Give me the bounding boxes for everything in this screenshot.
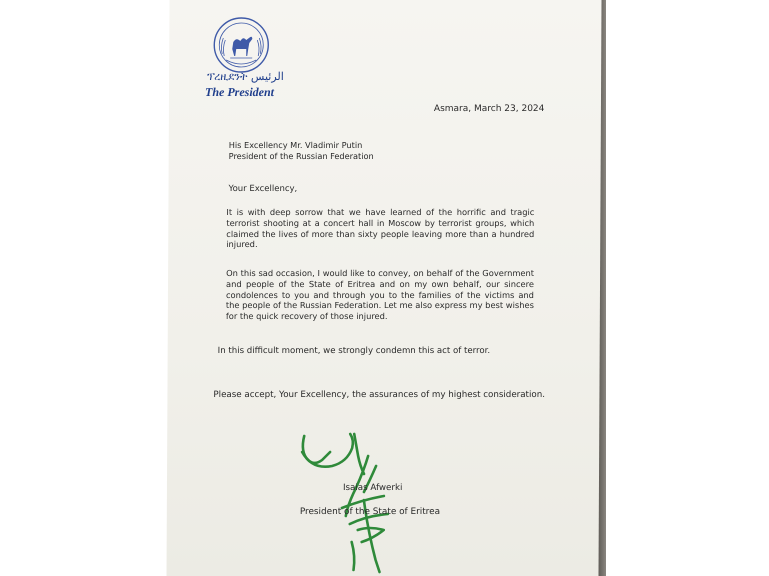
letter-date: Asmara, March 23, 2024 — [433, 104, 545, 114]
letter-paper — [166, 0, 601, 576]
paragraph-1: It is with deep sorrow that we have learned of the horrific and tragic terrorist shooting at a concert hall in Moscow by terrorist groups, which claimed the lives of more than sixty people leaving more than a hundred injured. — [226, 207, 535, 250]
signatory-name: Isaias Afwerki — [342, 483, 403, 493]
eritrea-camel-seal-icon — [212, 16, 270, 74]
paragraph-3: In this difficult moment, we strongly condemn this act of terror. — [217, 346, 491, 356]
salutation: Your Excellency, — [228, 184, 298, 194]
recipient-line-1: His Excellency Mr. Vladimir Putin — [228, 140, 363, 150]
closing-line: Please accept, Your Excellency, the assurances of my highest consideration. — [213, 390, 545, 400]
recipient-line-2: President of the Russian Federation — [228, 151, 374, 161]
handwritten-signature — [291, 430, 432, 576]
signatory-title: President of the State of Eritrea — [299, 507, 441, 517]
letterhead-title: The President — [204, 85, 275, 99]
paragraph-2: On this sad occasion, I would like to convey, on behalf of the Government and people of the State of Eritrea and on my own behalf, our sincere condolences to you and through you to the families of the victims and the people of the Russian Federation. Let me also express my best wishes for the quick recovery of those injured. — [225, 268, 535, 322]
letterhead-script: ፕረዚደንት الرئيس — [207, 70, 284, 83]
